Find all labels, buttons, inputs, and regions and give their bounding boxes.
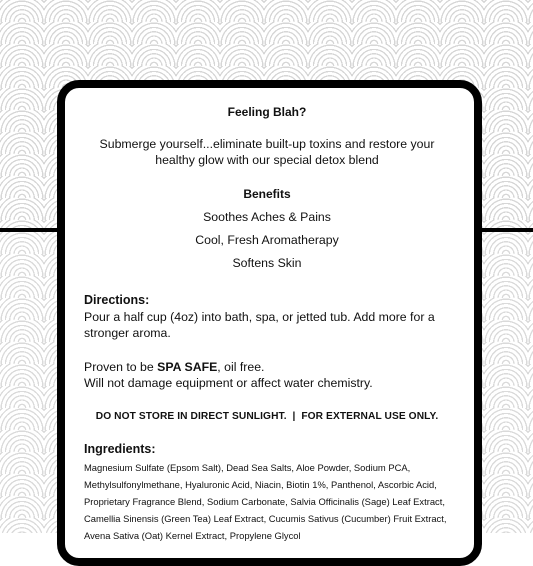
- benefits-heading: Benefits: [243, 187, 291, 201]
- spa-safe-prefix: Proven to be: [84, 360, 158, 374]
- warning-text: DO NOT STORE IN DIRECT SUNLIGHT. | FOR EXTERNAL USE ONLY.: [95, 411, 439, 422]
- benefit-item: Cool, Fresh Aromatherapy: [195, 233, 339, 247]
- spa-safe-note: [84, 359, 450, 391]
- spa-safe-emphasis: SPA SAFE: [157, 360, 218, 374]
- directions-heading: Directions:: [84, 293, 150, 307]
- label-content: [84, 104, 450, 544]
- benefit-item: Soothes Aches & Pains: [203, 210, 331, 224]
- benefit-item: Softens Skin: [232, 256, 302, 270]
- intro-text: Submerge yourself...eliminate built-up toxins and restore your healthy glow with our special detox blend: [99, 137, 435, 167]
- directions-text: Pour a half cup (4oz) into bath, spa, or jetted tub. Add more for a stronger aroma.: [84, 310, 435, 340]
- spa-safe-line2: Will not damage equipment or affect water chemistry.: [84, 376, 373, 390]
- label-title: Feeling Blah?: [227, 105, 307, 119]
- ingredients-heading: Ingredients:: [84, 442, 156, 456]
- spa-safe-suffix: , oil free.: [217, 360, 265, 374]
- ingredients-text: Magnesium Sulfate (Epsom Salt), Dead Sea Salts, Aloe Powder, Sodium PCA, Methylsulfonylmethane, Hyaluronic Acid, Niacin, Biotin 1%, Panthenol, Ascorbic Acid, Proprietary Fragrance Blend, Sodium Carbonate, Salvia Officinalis (Sage) Leaf Extract, Camellia Sinensis (Green Tea) Leaf Extract, Cucumis Sativus (Cucumber) Fruit Extract, Avena Sativa (Oat) Kernel Extract, Propylene Glycol: [84, 462, 447, 541]
